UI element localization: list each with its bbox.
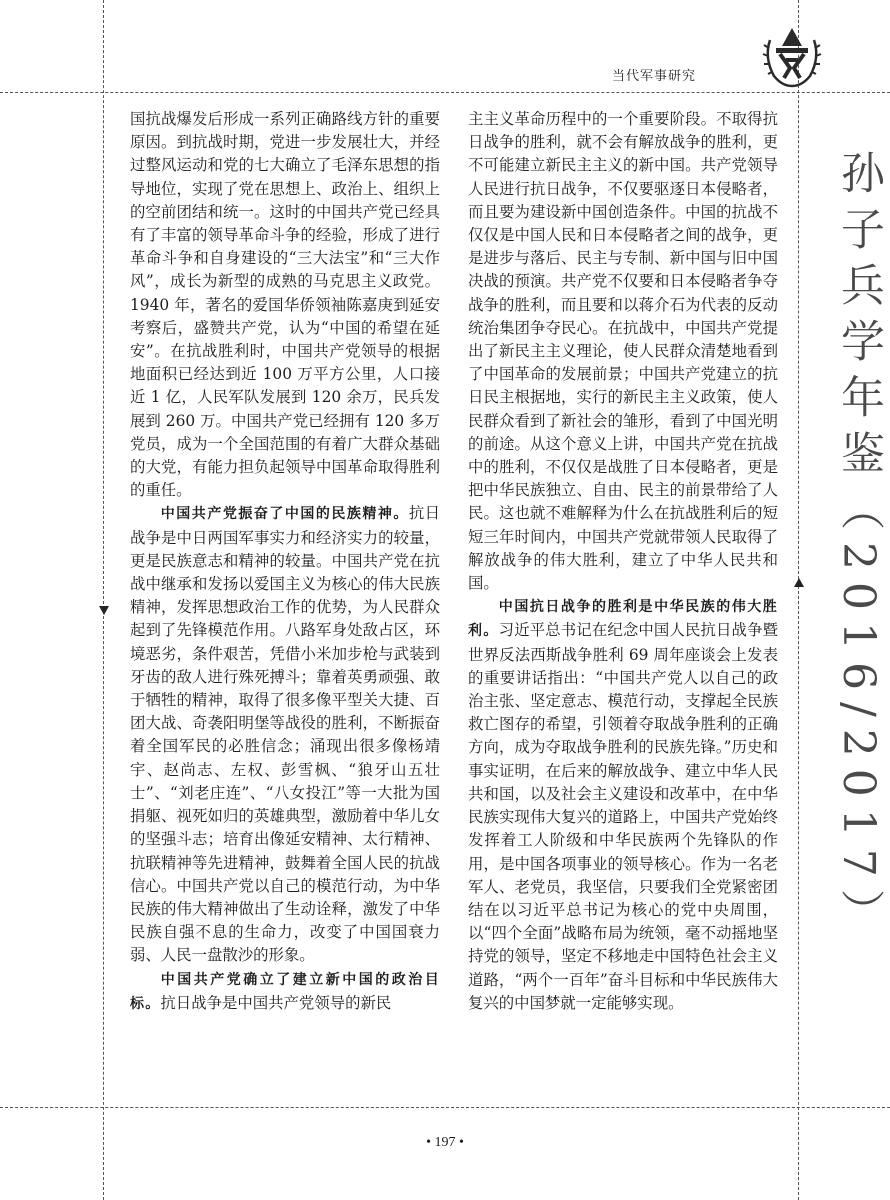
paragraph bbox=[468, 595, 778, 1015]
page-number: • 197 • bbox=[426, 1135, 464, 1150]
left-column bbox=[130, 108, 440, 1016]
column-marker-up bbox=[794, 578, 804, 587]
right-margin-guide bbox=[798, 0, 799, 1200]
paragraph-body: 习近平总书记在纪念中国人民抗日战争暨世界反法西斯战争胜利 69 周年座谈会上发表的重要讲话指出：“中国共产党人以自己的政治主张、坚定意志、模范行动，支撑起全民族救亡图存的希望，引领着夺取战争胜利的正确方向，成为夺取战争胜利的民族先锋。”历史和事实证明，在后来的解放战争、建立中华人民共和国，以及社会主义建设和改革中，在中华民族实现伟大复兴的道路上，中国共产党始终发挥着工人阶级和中华民族两个先锋队的作用，是中国各项事业的领导核心。作为一名老军人、老党员，我坚信，只要我们全党紧密团结在以习近平总书记为核心的党中央周围，以“四个全面”战略布局为统领，毫不动摇地坚持党的领导，坚定不移地走中国特色社会主义道路，“两个一百年”奋斗目标和中华民族伟大复兴的中国梦就一定能够实现。 bbox=[468, 621, 778, 1012]
paragraph: 国抗战爆发后形成一系列正确路线方针的重要原因。到抗战时期，党进一步发展壮大，并经过整风运动和党的七大确立了毛泽东思想的指导地位，实现了党在思想上、政治上、组织上的空前团结和统一。这时的中国共产党已经具有了丰富的领导革命斗争的经验，形成了进行革命斗争和自身建设的“三大法宝”和“三大作风”，成长为新型的成熟的马克思主义政党。1940 年，著名的爱国华侨领袖陈嘉庚到延安考察后，盛赞共产党，认为“中国的希望在延安”。在抗战胜利时，中国共产党领导的根据地面积已经达到近 100 万平方公里，人口接近 1 亿，人民军队发展到 120 余万，民兵发展到 260 万。中国共产党已经拥有 120 多万党员，成为一个全国范围的有着广大群众基础的大党，有能力担负起领导中国革命取得胜利的重任。 bbox=[130, 110, 440, 500]
paragraph-body: 抗日战争是中日两国军事实力和经济实力的较量，更是民族意志和精神的较量。中国共产党在抗战中继承和发扬以爱国主义为核心的伟大民族精神，发挥思想政治工作的优势，为人民群众起到了先锋模范作用。八路军身处敌占区，环境恶劣，条件艰苦，凭借小米加步枪与武装到牙齿的敌人进行殊死搏斗；靠着英勇顽强、敢于牺牲的精神，取得了很多像平型关大捷、百团大战、奇袭阳明堡等战役的胜利，不断振奋着全国军民的必胜信念；涌现出很多像杨靖宇、赵尚志、左权、彭雪枫、“狼牙山五壮士”、“刘老庄连”、“八女投江”等一大批为国捐躯、视死如归的英雄典型，激励着中华儿女的坚强斗志；培育出像延安精神、太行精神、抗联精神等先进精神，鼓舞着全国人民的抗战信心。中国共产党以自己的模范行动，为中华民族的伟大精神做出了生动诠释，激发了中华民族自强不息的生命力，改变了中国国衰力弱、人民一盘散沙的形象。 bbox=[130, 504, 440, 965]
section-lead: 中国共产党振奋了中国的民族精神。 bbox=[160, 506, 409, 523]
paragraph: 主主义革命历程中的一个重要阶段。不取得抗日战争的胜利，就不会有解放战争的胜利，更不可能建立新民主主义的新中国。共产党领导人民进行抗日战争，不仅要驱逐日本侵略者，而且要为建设新中国创造条件。中国的抗战不仅仅是中国人民和日本侵略者之间的战争，更是进步与落后、民主与专制、新中国与旧中国决战的预演。共产党不仅要和日本侵略者争夺战争的胜利，而且要和以蒋介石为代表的反动统治集团争夺民心。在抗战中，中国共产党提出了新民主主义理论，使人民群众清楚地看到了中国革命的发展前景；中国共产党建立的抗日民主根据地，实行的新民主主义政策，使人民群众看到了新社会的雏形，看到了中国光明的前途。从这个意义上讲，中国共产党在抗战中的胜利，不仅仅是战胜了日本侵略者，更是把中华民族独立、自由、民主的前景带给了人民。这也就不难解释为什么在抗战胜利后的短短三年时间内，中国共产党就带领人民取得了解放战争的伟大胜利，建立了中华人民共和国。 bbox=[468, 110, 778, 593]
running-head: 当代军事研究 bbox=[612, 69, 697, 84]
left-margin-guide bbox=[103, 0, 104, 1200]
header-rule bbox=[0, 92, 890, 93]
paragraph bbox=[130, 502, 440, 967]
section-lead: 中国抗日战争的胜利是中华民族的伟大胜利。 bbox=[468, 599, 778, 640]
book-title: 孙子兵学年鉴（2016/2017） bbox=[833, 150, 884, 945]
paragraph bbox=[130, 968, 440, 1016]
yearbook-emblem bbox=[762, 24, 822, 90]
paragraph-body: 抗日战争是中国共产党领导的新民 bbox=[160, 993, 392, 1012]
column-marker-down bbox=[99, 606, 109, 615]
right-column bbox=[468, 108, 778, 1015]
footer-rule bbox=[0, 1107, 890, 1108]
section-lead: 中国共产党确立了建立新中国的政治目标。 bbox=[130, 971, 440, 1012]
